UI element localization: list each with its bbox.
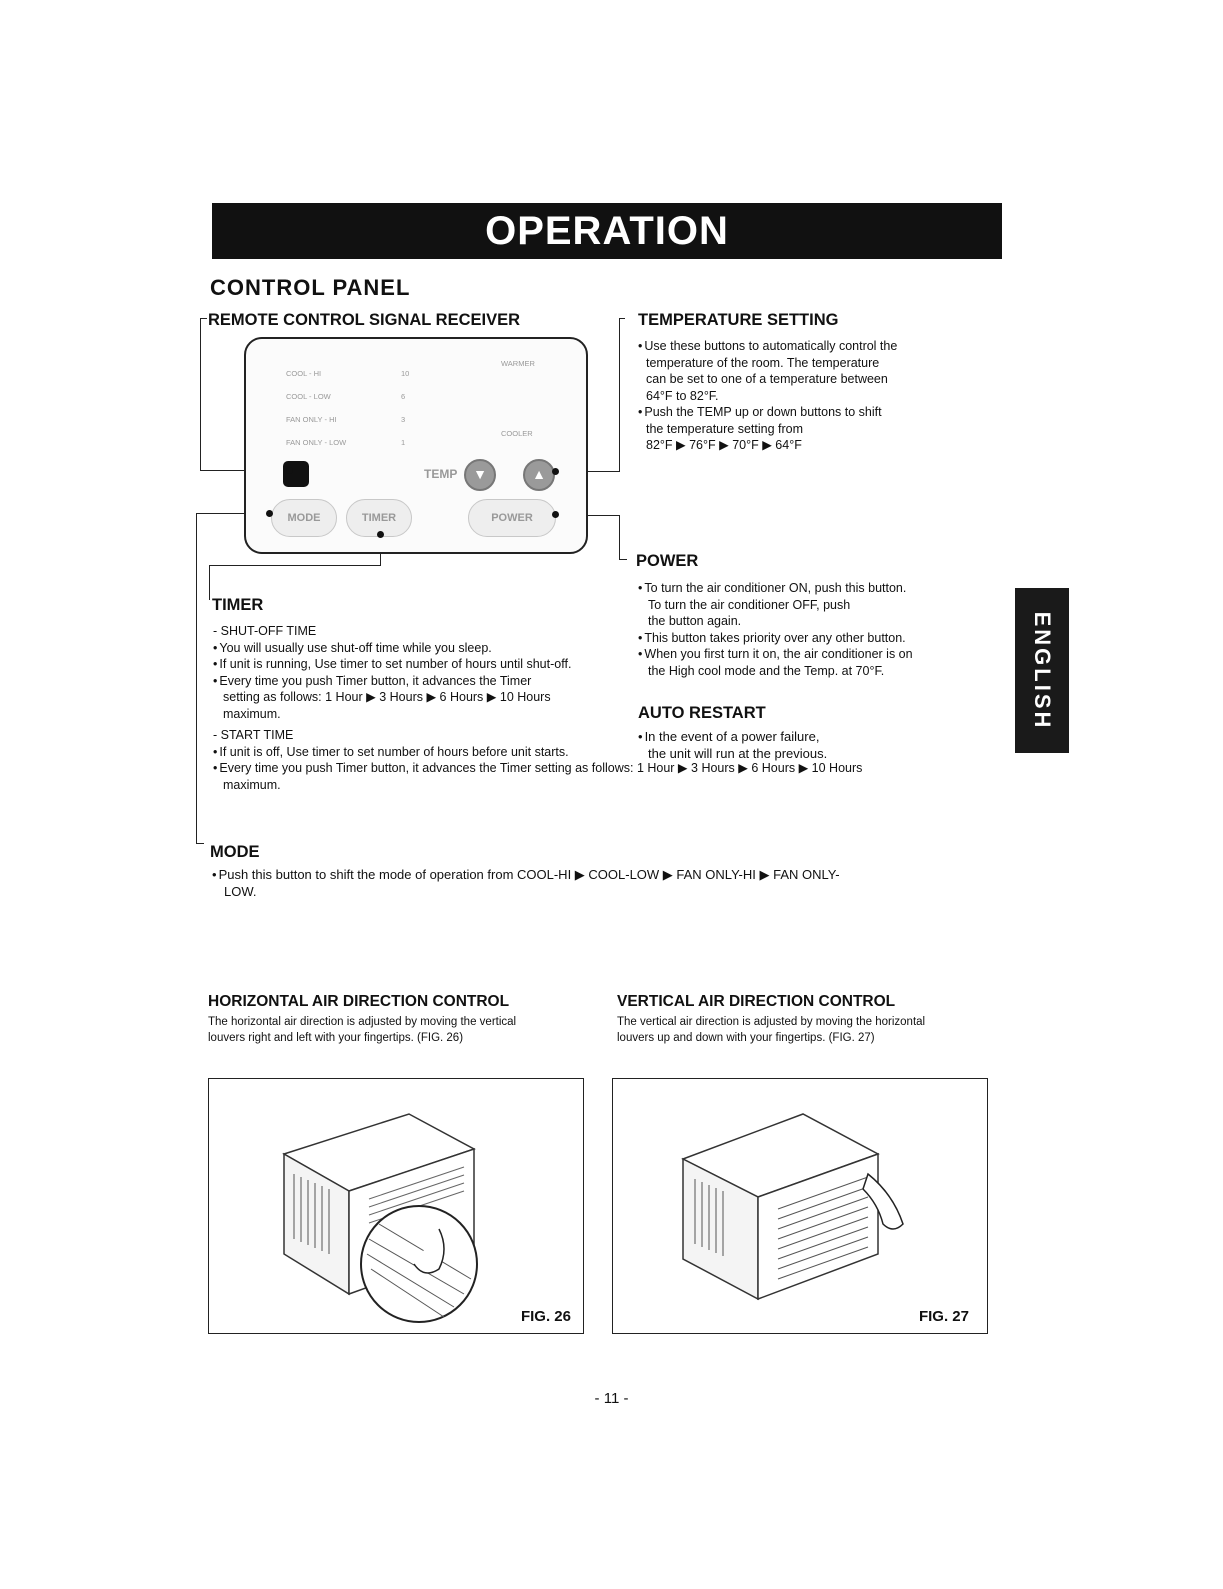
horizontal-title: HORIZONTAL AIR DIRECTION CONTROL <box>208 993 510 1010</box>
timer-start-text <box>213 727 993 793</box>
temp-label: TEMP <box>424 467 458 481</box>
start-line-1: • If unit is off, Use timer to set number of hours before unit starts. <box>213 744 993 761</box>
label-fan-hi: FAN ONLY - HI <box>286 415 337 424</box>
auto-restart-line-1: • In the event of a power failure, <box>638 728 978 745</box>
shutoff-line-3: • Every time you push Timer button, it advances the Timer <box>213 673 633 690</box>
label-cool-hi: COOL - HI <box>286 369 322 378</box>
language-tab-label: ENGLISH <box>1030 611 1055 730</box>
temp-line-5: • Push the TEMP up or down buttons to shift <box>638 404 978 421</box>
mode-line-2: LOW. <box>224 884 257 899</box>
power-bracket-bottom <box>619 559 627 560</box>
signal-receiver <box>283 461 309 487</box>
air-conditioner-vertical-illustration <box>613 1079 987 1333</box>
horizontal-line-2: louvers right and left with your fingertips. (FIG. 26) <box>208 1032 464 1044</box>
temp-callout-dot <box>552 468 559 475</box>
temp-bracket-line <box>619 318 620 471</box>
auto-restart-title: AUTO RESTART <box>638 704 766 722</box>
shutoff-line-1: • You will usually use shut-off time while you sleep. <box>213 640 633 657</box>
receiver-bracket-line <box>200 318 201 470</box>
power-title: POWER <box>636 552 699 570</box>
receiver-bracket-top <box>201 318 207 319</box>
temp-line-3: can be set to one of a temperature between <box>646 372 888 386</box>
label-hours-1: 1 <box>401 438 406 447</box>
shutoff-line-2: • If unit is running, Use timer to set number of hours until shut-off. <box>213 656 633 673</box>
temp-line-6: the temperature setting from <box>646 421 804 436</box>
receiver-callout-dot <box>286 467 293 474</box>
timer-callout-dot <box>377 531 384 538</box>
shutoff-label: - SHUT-OFF TIME <box>213 624 317 638</box>
control-panel-title: CONTROL PANEL <box>210 275 411 300</box>
label-warmer: WARMER <box>501 359 535 368</box>
vertical-text <box>617 1014 997 1046</box>
start-label: - START TIME <box>213 728 294 742</box>
auto-restart-line-2: the unit will run at the previous. <box>648 746 828 761</box>
power-button[interactable]: POWER <box>468 499 556 537</box>
page-banner: OPERATION <box>212 203 1002 259</box>
timer-button[interactable]: TIMER <box>346 499 412 537</box>
language-tab <box>1015 588 1069 753</box>
temp-line-2: temperature of the room. The temperature <box>646 355 880 370</box>
power-line-3: the button again. <box>648 614 742 628</box>
label-fan-low: FAN ONLY - LOW <box>286 438 347 447</box>
vertical-title: VERTICAL AIR DIRECTION CONTROL <box>617 993 896 1010</box>
timer-shutoff-text <box>213 623 633 722</box>
vertical-line-2: louvers up and down with your fingertips. (FIG. 27) <box>617 1032 875 1044</box>
air-conditioner-horizontal-illustration <box>209 1079 583 1333</box>
horizontal-text <box>208 1014 588 1046</box>
mode-title: MODE <box>210 843 260 861</box>
figure-26 <box>208 1078 584 1334</box>
temperature-title: TEMPERATURE SETTING <box>638 311 839 329</box>
temp-bracket-top <box>619 318 625 319</box>
power-line-5: • When you first turn it on, the air conditioner is on <box>638 646 978 663</box>
vertical-line-1: The vertical air direction is adjusted by moving the horizontal <box>617 1016 926 1028</box>
mode-button[interactable]: MODE <box>271 499 337 537</box>
mode-text <box>212 866 1002 900</box>
timer-leader-down <box>209 565 210 600</box>
label-hours-6: 6 <box>401 392 406 401</box>
power-line-4: • This button takes priority over any other button. <box>638 630 978 647</box>
label-hours-10: 10 <box>401 369 410 378</box>
remote-receiver-label: REMOTE CONTROL SIGNAL RECEIVER <box>208 311 521 329</box>
mode-callout-dot <box>266 510 273 517</box>
figure-26-caption: FIG. 26 <box>520 1308 571 1325</box>
power-line-1: • To turn the air conditioner ON, push this button. <box>638 580 978 597</box>
temp-down-button[interactable]: ▼ <box>464 459 496 491</box>
mode-bracket-bottom <box>196 843 204 844</box>
shutoff-line-5: maximum. <box>223 706 281 721</box>
mode-line-1: • Push this button to shift the mode of operation from COOL-HI ▶ COOL-LOW ▶ FAN ONLY-HI ▶ FAN ONLY- <box>212 866 1002 883</box>
label-cooler: COOLER <box>501 429 533 438</box>
temp-line-7: 82°F ▶ 76°F ▶ 70°F ▶ 64°F <box>646 438 802 452</box>
temp-line-4: 64°F to 82°F. <box>646 388 719 403</box>
start-line-2: • Every time you push Timer button, it advances the Timer setting as follows: 1 Hour ▶ 3 Hours ▶ 6 Hours ▶ 10 Hours <box>213 760 993 777</box>
mode-bracket-line <box>196 513 197 843</box>
temp-line-1: • Use these buttons to automatically control the <box>638 338 978 355</box>
temperature-text <box>638 338 978 454</box>
shutoff-line-4: setting as follows: 1 Hour ▶ 3 Hours ▶ 6 Hours ▶ 10 Hours <box>223 690 551 704</box>
label-hours-3: 3 <box>401 415 406 424</box>
horizontal-line-1: The horizontal air direction is adjusted by moving the vertical <box>208 1016 517 1028</box>
start-line-3: maximum. <box>223 777 281 792</box>
figure-27 <box>612 1078 988 1334</box>
timer-leader-h <box>210 565 381 566</box>
control-panel-illustration <box>244 337 588 554</box>
page-number: - 11 - <box>594 1390 629 1407</box>
label-cool-low: COOL - LOW <box>286 392 331 401</box>
power-line-6: the High cool mode and the Temp. at 70°F. <box>648 663 885 678</box>
power-callout-dot <box>552 511 559 518</box>
power-text <box>638 580 978 679</box>
figure-27-caption: FIG. 27 <box>918 1308 969 1325</box>
timer-title: TIMER <box>212 596 264 614</box>
power-bracket-line <box>619 515 620 559</box>
temp-up-button[interactable]: ▲ <box>523 459 555 491</box>
power-line-2: To turn the air conditioner OFF, push <box>648 597 851 612</box>
